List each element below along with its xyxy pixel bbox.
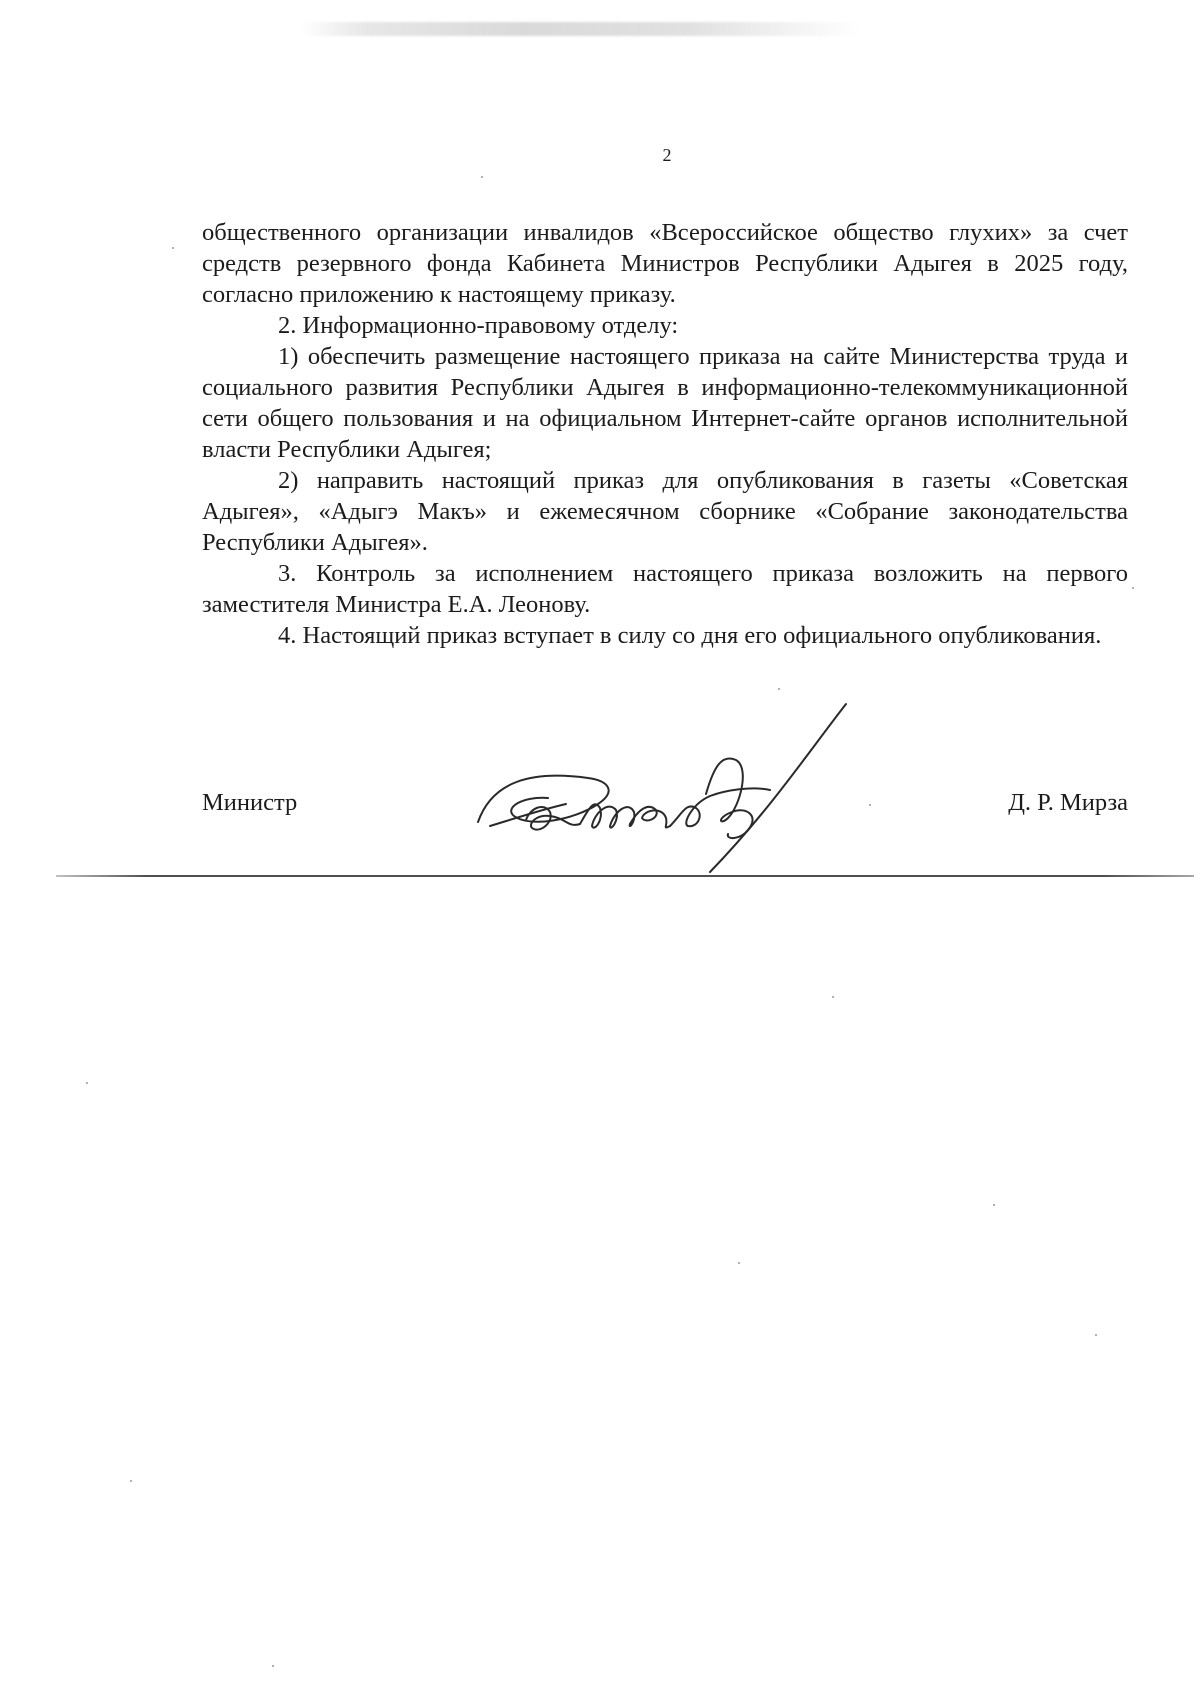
paragraph-continuation: общественного организации инвалидов «Всероссийское общество глухих» за счет средств резервного фонда Кабинета Министров Республики Адыгея в 2025 году, согласно приложению к настоящему приказу.	[202, 219, 1128, 308]
scan-speck	[993, 1204, 995, 1206]
paragraph-item-3: 3. Контроль за исполнением настоящего приказа возложить на первого заместителя Министра Е.А. Леонову.	[202, 560, 1128, 618]
scan-artifact	[300, 22, 860, 36]
scan-speck	[130, 1480, 132, 1482]
scan-speck	[738, 1262, 740, 1264]
scan-speck	[869, 804, 871, 806]
document-body	[202, 217, 1128, 651]
paragraph-item-2-1: 1) обеспечить размещение настоящего приказа на сайте Министерства труда и социального развития Республики Адыгея в информационно-телекоммуникационной сети общего пользования и на официальном Интернет-сайте органов исполнительной власти Республики Адыгея;	[202, 343, 1128, 463]
signatory-name: Д. Р. Мирза	[1008, 789, 1128, 816]
scan-speck	[778, 688, 780, 690]
scan-speck	[172, 247, 174, 249]
paragraph-item-2-2: 2) направить настоящий приказ для опубликования в газеты «Советская Адыгея», «Адыгэ Макъ» и ежемесячном сборнике «Собрание законодательства Республики Адыгея».	[202, 467, 1128, 556]
page-number: 2	[662, 145, 672, 165]
signatory-title: Министр	[202, 789, 298, 816]
handwritten-signature	[470, 700, 850, 875]
paragraph-item-4: 4. Настоящий приказ вступает в силу со дня его официального опубликования.	[278, 622, 1102, 649]
scan-speck	[1095, 1334, 1097, 1336]
scan-speck	[481, 176, 483, 178]
scan-speck	[272, 1665, 274, 1667]
horizontal-rule	[56, 875, 1194, 877]
scan-speck	[86, 1082, 88, 1084]
scan-speck	[832, 996, 834, 998]
paragraph-item-2: 2. Информационно-правовому отделу:	[278, 312, 679, 339]
scan-speck	[1132, 587, 1134, 589]
